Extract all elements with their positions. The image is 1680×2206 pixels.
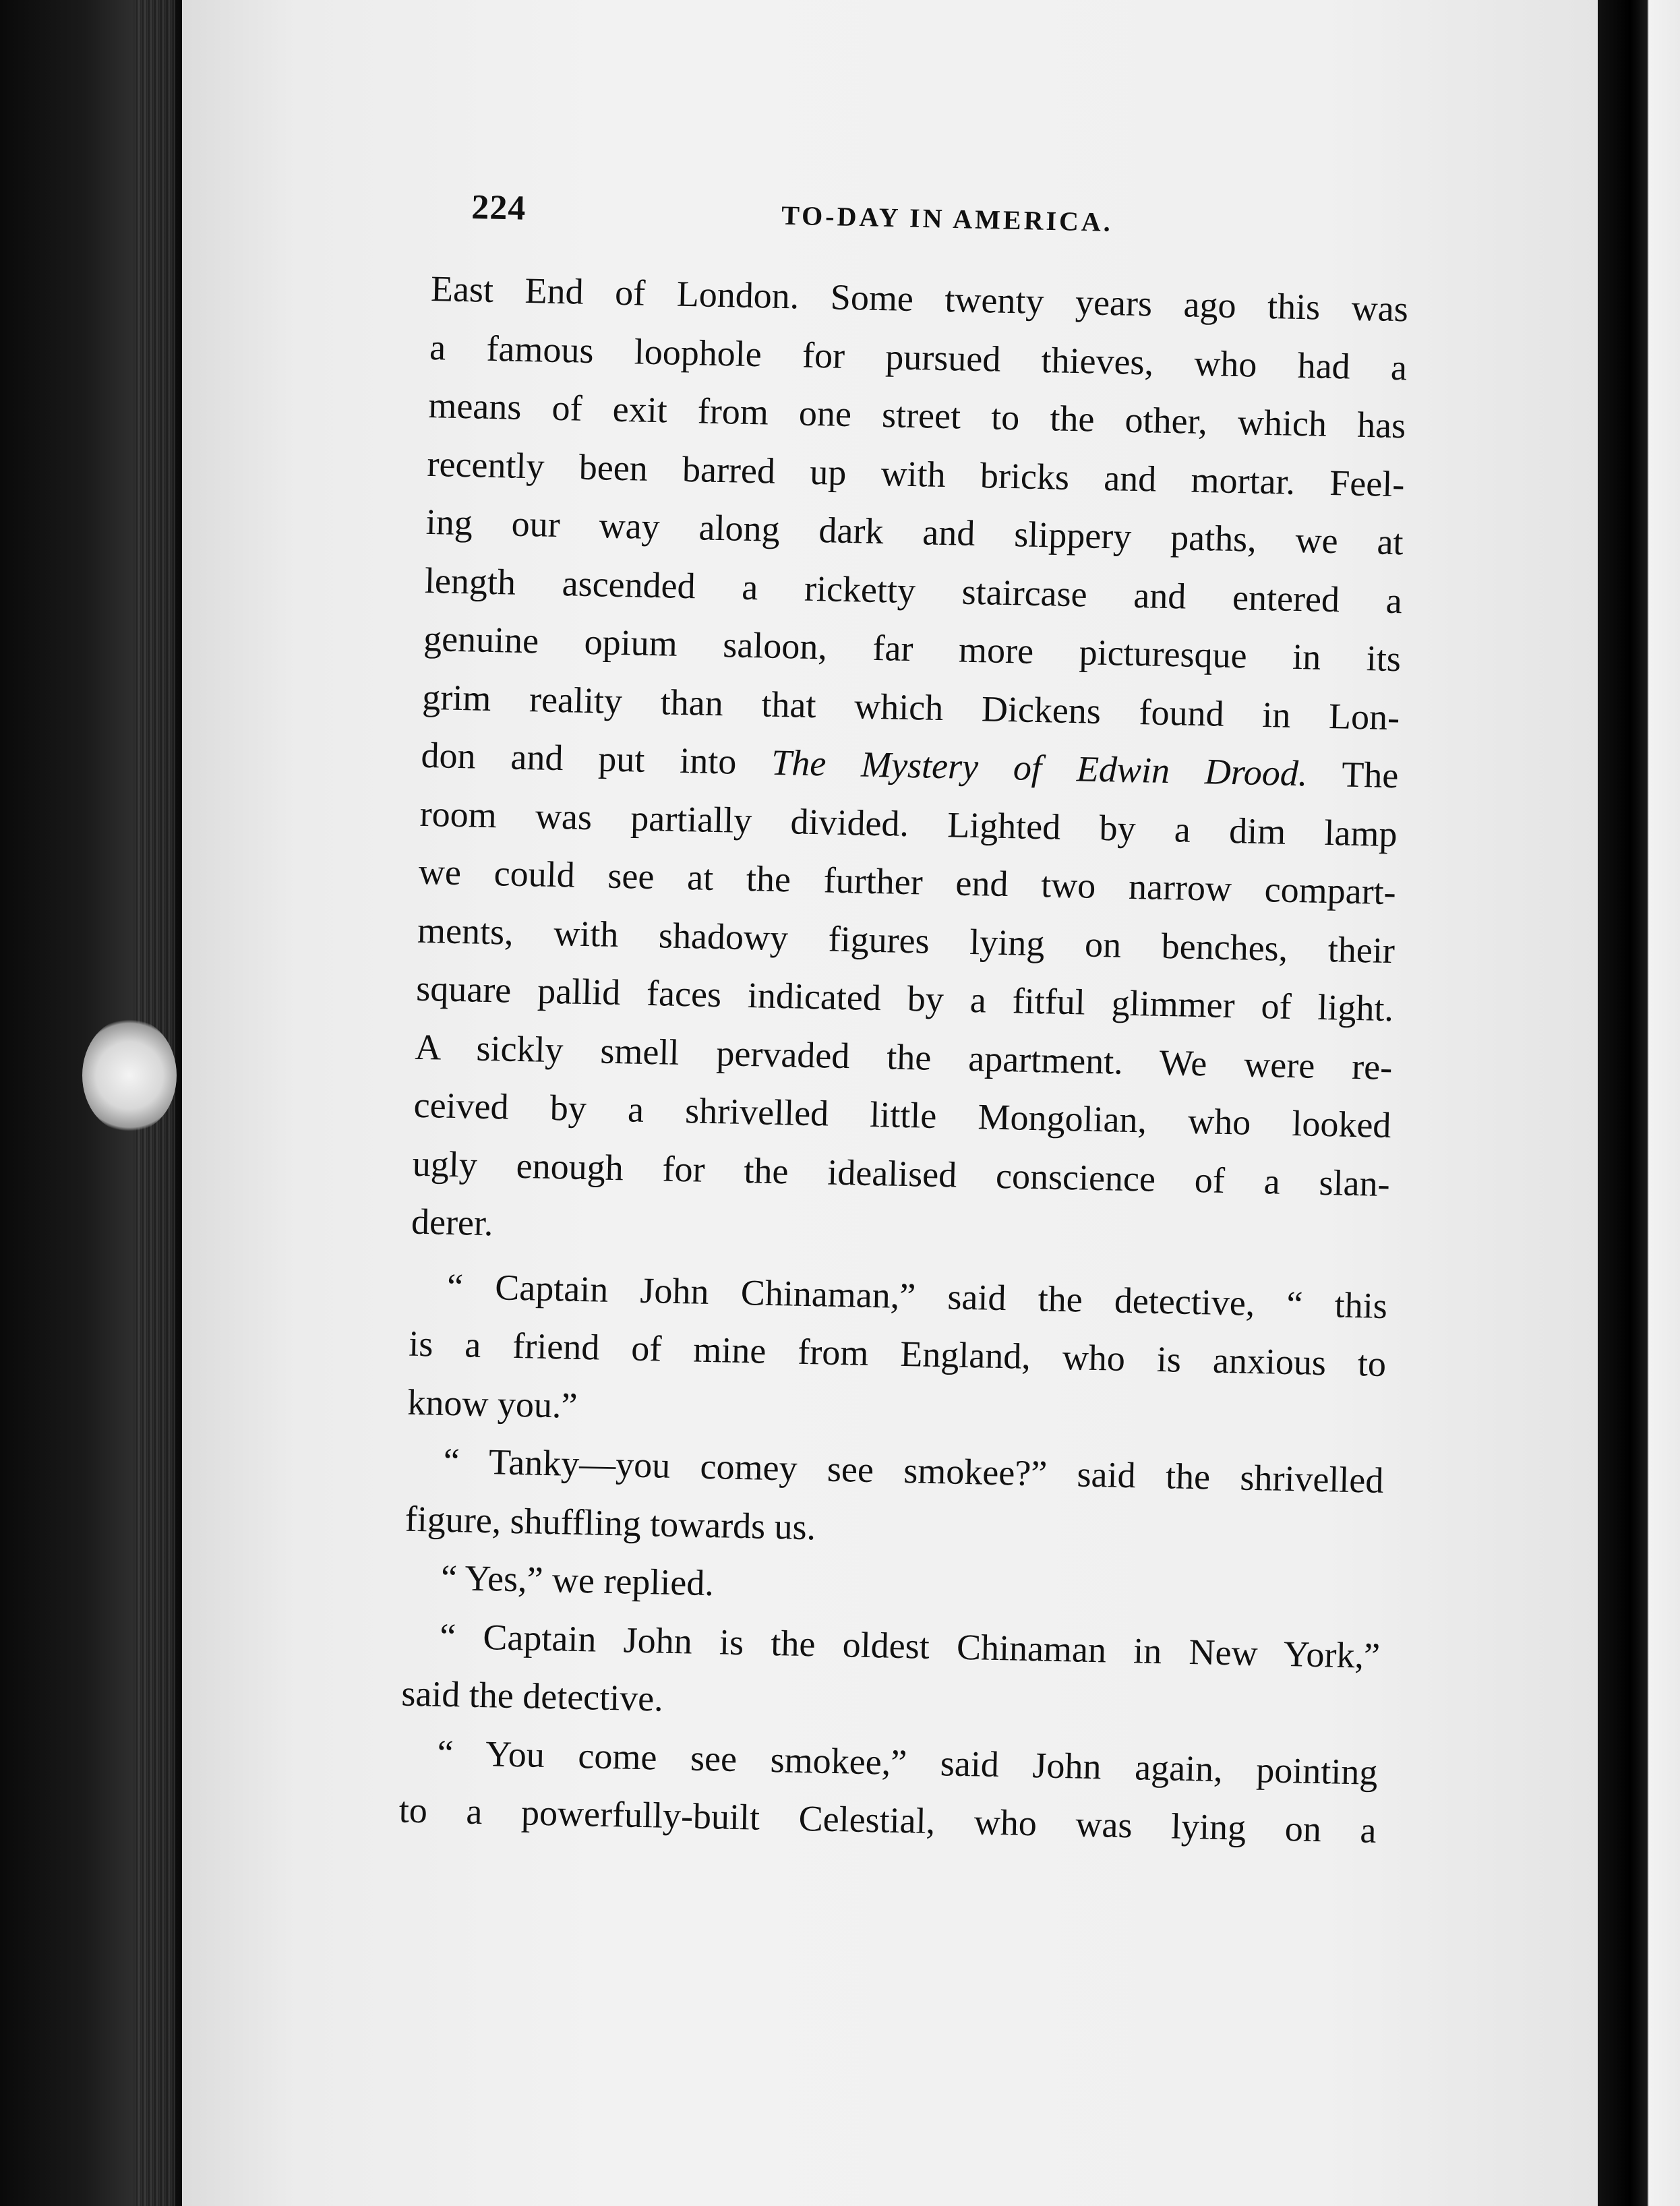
text-line: room was partially divided. Lighted by a dim lamp [419, 793, 1398, 854]
running-head-title: TO-DAY IN AMERICA. [781, 200, 1114, 237]
text-line: grim reality than that which Dickens found in Lon- [421, 676, 1400, 738]
text-line: square pallid faces indicated by a fitful glimmer of light. [415, 967, 1394, 1030]
text-fragment: The [1341, 754, 1399, 796]
text-fragment: don and put into [420, 734, 737, 782]
text-line: know you.” [407, 1381, 578, 1426]
text-line: length ascended a ricketty staircase and entered a [424, 560, 1403, 621]
text-line: East End of London. Some twenty years ago this was [430, 268, 1409, 330]
text-line: ments, with shadowy figures lying on benches, their [417, 910, 1396, 971]
text-line: “ Captain John is the oldest Chinaman in New York,” [439, 1615, 1381, 1676]
text-line: derer. [411, 1201, 494, 1244]
text-line: “ Tanky—you comey see smokee?” said the shrivelled [443, 1440, 1385, 1501]
text-line: “ You come see smokee,” said John again, pointing [437, 1732, 1378, 1793]
text-line: we could see at the further end two narrow compart- [418, 851, 1397, 913]
text-line: ing our way along dark and slippery paths, we at [425, 501, 1404, 563]
text-line: recently been barred up with bricks and mortar. Feel- [427, 443, 1405, 504]
text-line: to a powerfully-built Celestial, who was lying on a [398, 1789, 1377, 1851]
book-title-italic: The Mystery of Edwin Drood. [771, 742, 1309, 794]
text-line: “ Yes,” we replied. [440, 1557, 715, 1604]
text-line: ugly enough for the idealised conscience of a slan- [412, 1143, 1391, 1204]
text-line: means of exit from one street to the other, which has [427, 384, 1406, 446]
text-line: ceived by a shrivelled little Mongolian, who looked [413, 1084, 1392, 1146]
text-line: figure, shuffling towards us. [404, 1498, 816, 1547]
text-line: is a friend of mine from England, who is anxious to [408, 1323, 1387, 1385]
text-line: “ Captain John Chinaman,” said the detective, “ this [446, 1265, 1388, 1326]
page-number: 224 [471, 187, 527, 228]
body-text [398, 260, 1409, 1859]
text-line: A sickly smell pervaded the apartment. We were re- [414, 1026, 1393, 1087]
paper-stain [82, 1018, 177, 1133]
text-line: said the detective. [400, 1673, 664, 1719]
text-line: genuine opium saloon, far more picturesque in its [423, 618, 1402, 680]
text-line: a famous loophole for pursued thieves, who had a [429, 326, 1408, 388]
book-gutter-right [1598, 0, 1680, 2206]
